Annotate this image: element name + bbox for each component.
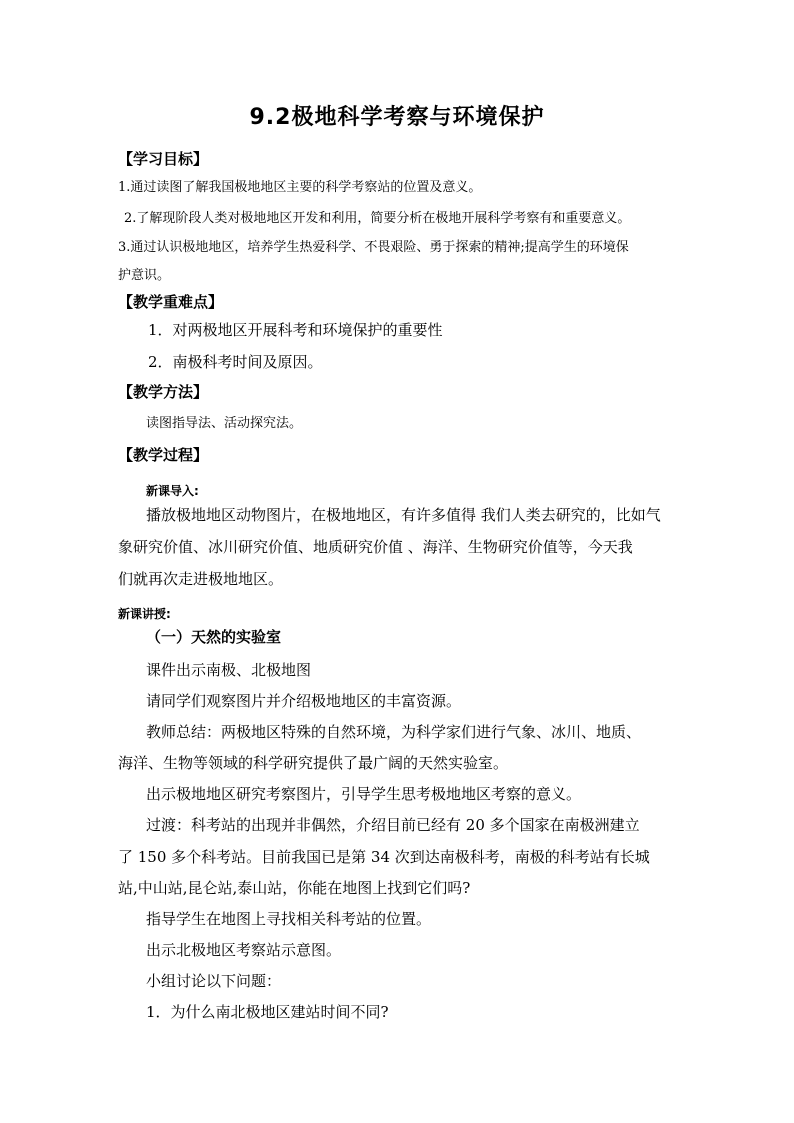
intro-line-3: 们就再次走进极地地区。 bbox=[118, 570, 284, 588]
discussion-question-1: 1．为什么南北极地区建站时间不同? bbox=[146, 1003, 389, 1021]
objective-3-line-1: 3.通过认识极地地区，培养学生热爱科学、不畏艰险、勇于探索的精神;提高学生的环境保 bbox=[118, 240, 629, 255]
teacher-summary-line-1: 教师总结：两极地区特殊的自然环境，为科学家们进行气象、冰川、地质、 bbox=[146, 723, 642, 741]
document-title: 9.2极地科学考察与环境保护 bbox=[249, 105, 545, 130]
intro-label: 新课导入: bbox=[146, 484, 199, 498]
teacher-summary-line-2: 海洋、生物等领域的科学研究提供了最广阔的天然实验室。 bbox=[118, 754, 509, 772]
key-point-2: 2．南极科考时间及原因。 bbox=[148, 353, 323, 371]
intro-line-2: 象研究价值、冰川研究价值、地质研究价值 、海洋、生物研究价值等，今天我 bbox=[118, 538, 633, 556]
objective-1: 1.通过读图了解我国极地地区主要的科学考察站的位置及意义。 bbox=[118, 180, 482, 195]
section-heading-teaching-methods: 【教学方法】 bbox=[118, 383, 209, 401]
lecture-line-1: 课件出示南极、北极地图 bbox=[146, 661, 312, 679]
transition-line-2: 了 150 多个科考站。目前我国已是第 34 次到达南极科考，南极的科考站有长城 bbox=[118, 848, 650, 866]
section-heading-learning-objectives: 【学习目标】 bbox=[118, 150, 209, 168]
teaching-methods-text: 读图指导法、活动探究法。 bbox=[146, 416, 303, 431]
lecture-line-8: 小组讨论以下问题： bbox=[146, 972, 282, 990]
lecture-line-4: 出示极地地区研究考察图片，引导学生思考极地地区考察的意义。 bbox=[146, 785, 582, 803]
objective-2: 2.了解现阶段人类对极地地区开发和利用，简要分析在极地开展科学考察有和重要意义。 bbox=[124, 211, 631, 226]
lecture-line-7: 出示北极地区考察站示意图。 bbox=[146, 941, 342, 959]
part-1-title: （一）天然的实验室 bbox=[146, 628, 282, 646]
key-point-1: 1．对两极地区开展科考和环境保护的重要性 bbox=[148, 321, 443, 339]
lecture-line-6: 指导学生在地图上寻找相关科考站的位置。 bbox=[146, 910, 432, 928]
lecture-line-2: 请同学们观察图片并介绍极地地区的丰富资源。 bbox=[146, 692, 462, 710]
lecture-label: 新课讲授: bbox=[118, 607, 171, 621]
transition-line-3: 站,中山站,昆仑站,泰山站，你能在地图上找到它们吗? bbox=[118, 879, 471, 897]
objective-3-line-2: 护意识。 bbox=[118, 268, 171, 283]
intro-line-1: 播放极地地区动物图片，在极地地区，有许多值得 我们人类去研究的，比如气 bbox=[146, 506, 661, 524]
section-heading-teaching-process: 【教学过程】 bbox=[118, 446, 209, 464]
transition-line-1: 过渡：科考站的出现并非偶然，介绍目前已经有 20 多个国家在南极洲建立 bbox=[146, 816, 640, 834]
section-heading-key-points: 【教学重难点】 bbox=[118, 293, 224, 311]
